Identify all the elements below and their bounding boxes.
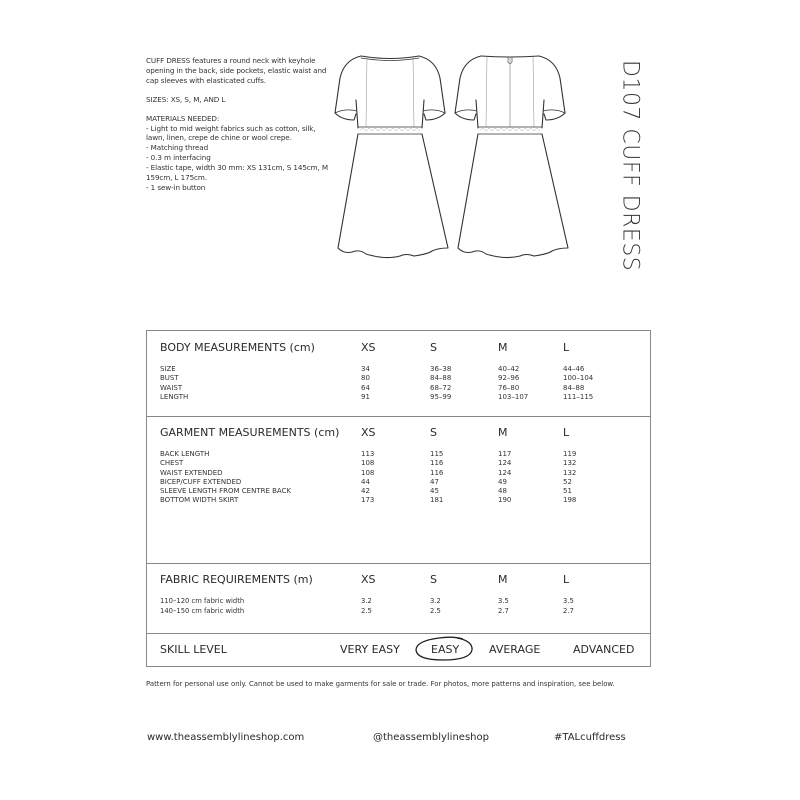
table-row [147,607,650,617]
cell-m: 124 [498,459,512,468]
skill-option-average: AVERAGE [489,643,541,656]
hashtag: #TALcuffdress [554,732,626,743]
cell-xs: 2.5 [361,606,372,615]
skill-option-easy: EASY [431,643,460,656]
pattern-description: CUFF DRESS features a round neck with keyhole opening in the back, side pockets, elastic waist and cap sleeves with elasticated cuffs. [146,56,327,85]
material-item: - 1 sew-in button [146,182,206,192]
section-title: GARMENT MEASUREMENTS (cm) [160,426,340,439]
section-title: BODY MEASUREMENTS (cm) [160,341,315,354]
front-view-sketch [335,56,448,258]
table-row [147,365,650,374]
body-measurements-section [147,331,650,417]
cell-xs: 34 [361,365,370,373]
size-header-m: M [498,341,508,354]
cell-s: 45 [430,487,439,496]
cell-l: 111–115 [563,392,594,401]
cell-l: 84–88 [563,383,585,392]
cell-xs: 44 [361,477,370,486]
size-header-m: M [498,573,508,586]
cell-m: 3.5 [498,597,509,605]
row-label: WAIST [160,383,183,392]
size-header-l: L [563,341,570,354]
cell-l: 132 [563,468,577,477]
cell-l: 52 [563,477,572,486]
garment-measurements-section [147,416,650,564]
table-row [147,496,650,505]
cell-m: 124 [498,468,512,477]
usage-disclaimer: Pattern for personal use only. Cannot be used to make garments for sale or trade. For photos, more patterns and inspiration, see below. [146,680,615,688]
cell-l: 51 [563,487,572,496]
table-row [147,374,650,383]
table-row [147,393,650,402]
material-item: - Light to mid weight fabrics such as cotton, silk, lawn, linen, crepe de chine or wool crepe. [146,123,316,143]
material-item: - 0.3 m interfacing [146,153,211,163]
cell-xs: 113 [361,450,375,458]
cell-m: 76–80 [498,383,520,392]
skill-option-very-easy: VERY EASY [340,643,400,656]
row-label: 110–120 cm fabric width [160,597,245,605]
row-label: LENGTH [160,392,189,401]
pattern-title-text: D107 CUFF DRESS [617,60,643,272]
size-header-l: L [563,426,570,439]
row-label: 140–150 cm fabric width [160,606,245,615]
cell-xs: 42 [361,487,370,496]
cell-xs: 3.2 [361,597,372,605]
table-row [147,384,650,393]
size-header-l: L [563,573,570,586]
pattern-title [610,60,650,272]
row-label: CHEST [160,459,184,468]
row-label: SIZE [160,365,176,373]
material-item: - Elastic tape, width 30 mm: XS 131cm, S 145cm, M 159cm, L 175cm. [146,163,329,183]
cell-s: 84–88 [430,374,452,383]
row-label: BACK LENGTH [160,450,210,458]
sizes-line: SIZES: XS, S, M, AND L [146,94,226,104]
cell-s: 181 [430,496,444,505]
cell-m: 49 [498,477,507,486]
website-link[interactable]: www.theassemblylineshop.com [147,732,305,743]
cell-l: 132 [563,459,577,468]
cell-m: 103–107 [498,392,529,401]
table-row [147,459,650,468]
size-header-s: S [430,426,437,439]
size-header-xs: XS [361,573,376,586]
cell-xs: 64 [361,383,370,392]
table-row [147,450,650,459]
row-label: BICEP/CUFF EXTENDED [160,477,242,486]
cell-s: 47 [430,477,439,486]
table-row [147,487,650,496]
cell-xs: 173 [361,496,375,505]
cell-xs: 108 [361,459,375,468]
fabric-requirements-section [147,563,650,634]
row-label: SLEEVE LENGTH FROM CENTRE BACK [160,487,292,496]
size-header-m: M [498,426,508,439]
cell-m: 2.7 [498,606,509,615]
table-row [147,478,650,487]
pattern-intro [146,56,336,193]
row-label: BOTTOM WIDTH SKIRT [160,496,239,505]
cell-s: 3.2 [430,597,441,605]
cell-s: 116 [430,468,444,477]
cell-s: 95–99 [430,392,452,401]
cell-l: 198 [563,496,577,505]
measurement-table [146,330,651,667]
materials-heading: MATERIALS NEEDED: [146,113,220,123]
size-header-xs: XS [361,341,376,354]
cell-l: 3.5 [563,597,574,605]
table-row [147,597,650,607]
table-row [147,469,650,478]
cell-m: 40–42 [498,365,520,373]
instagram-handle[interactable]: @theassemblylineshop [373,732,489,743]
size-header-s: S [430,573,437,586]
cell-xs: 108 [361,468,375,477]
cell-m: 48 [498,487,507,496]
skill-level-label: SKILL LEVEL [160,643,227,656]
cell-s: 115 [430,450,444,458]
cell-m: 190 [498,496,512,505]
cell-l: 2.7 [563,606,574,615]
cell-s: 2.5 [430,606,441,615]
cell-l: 44–46 [563,365,585,373]
size-header-xs: XS [361,426,376,439]
section-title: FABRIC REQUIREMENTS (m) [160,573,313,586]
row-label: WAIST EXTENDED [160,468,223,477]
cell-xs: 80 [361,374,370,383]
skill-option-advanced: ADVANCED [573,643,635,656]
cell-m: 117 [498,450,512,458]
back-view-sketch [455,56,568,258]
cell-s: 68–72 [430,383,452,392]
cell-s: 116 [430,459,444,468]
cell-m: 92–96 [498,374,520,383]
cell-xs: 91 [361,392,370,401]
cell-l: 119 [563,450,577,458]
cell-s: 36–38 [430,365,452,373]
skill-level-section [147,633,650,667]
material-item: - Matching thread [146,143,209,153]
row-label: BUST [160,374,179,383]
size-header-s: S [430,341,437,354]
dress-technical-sketch [330,48,590,278]
cell-l: 100–104 [563,374,594,383]
